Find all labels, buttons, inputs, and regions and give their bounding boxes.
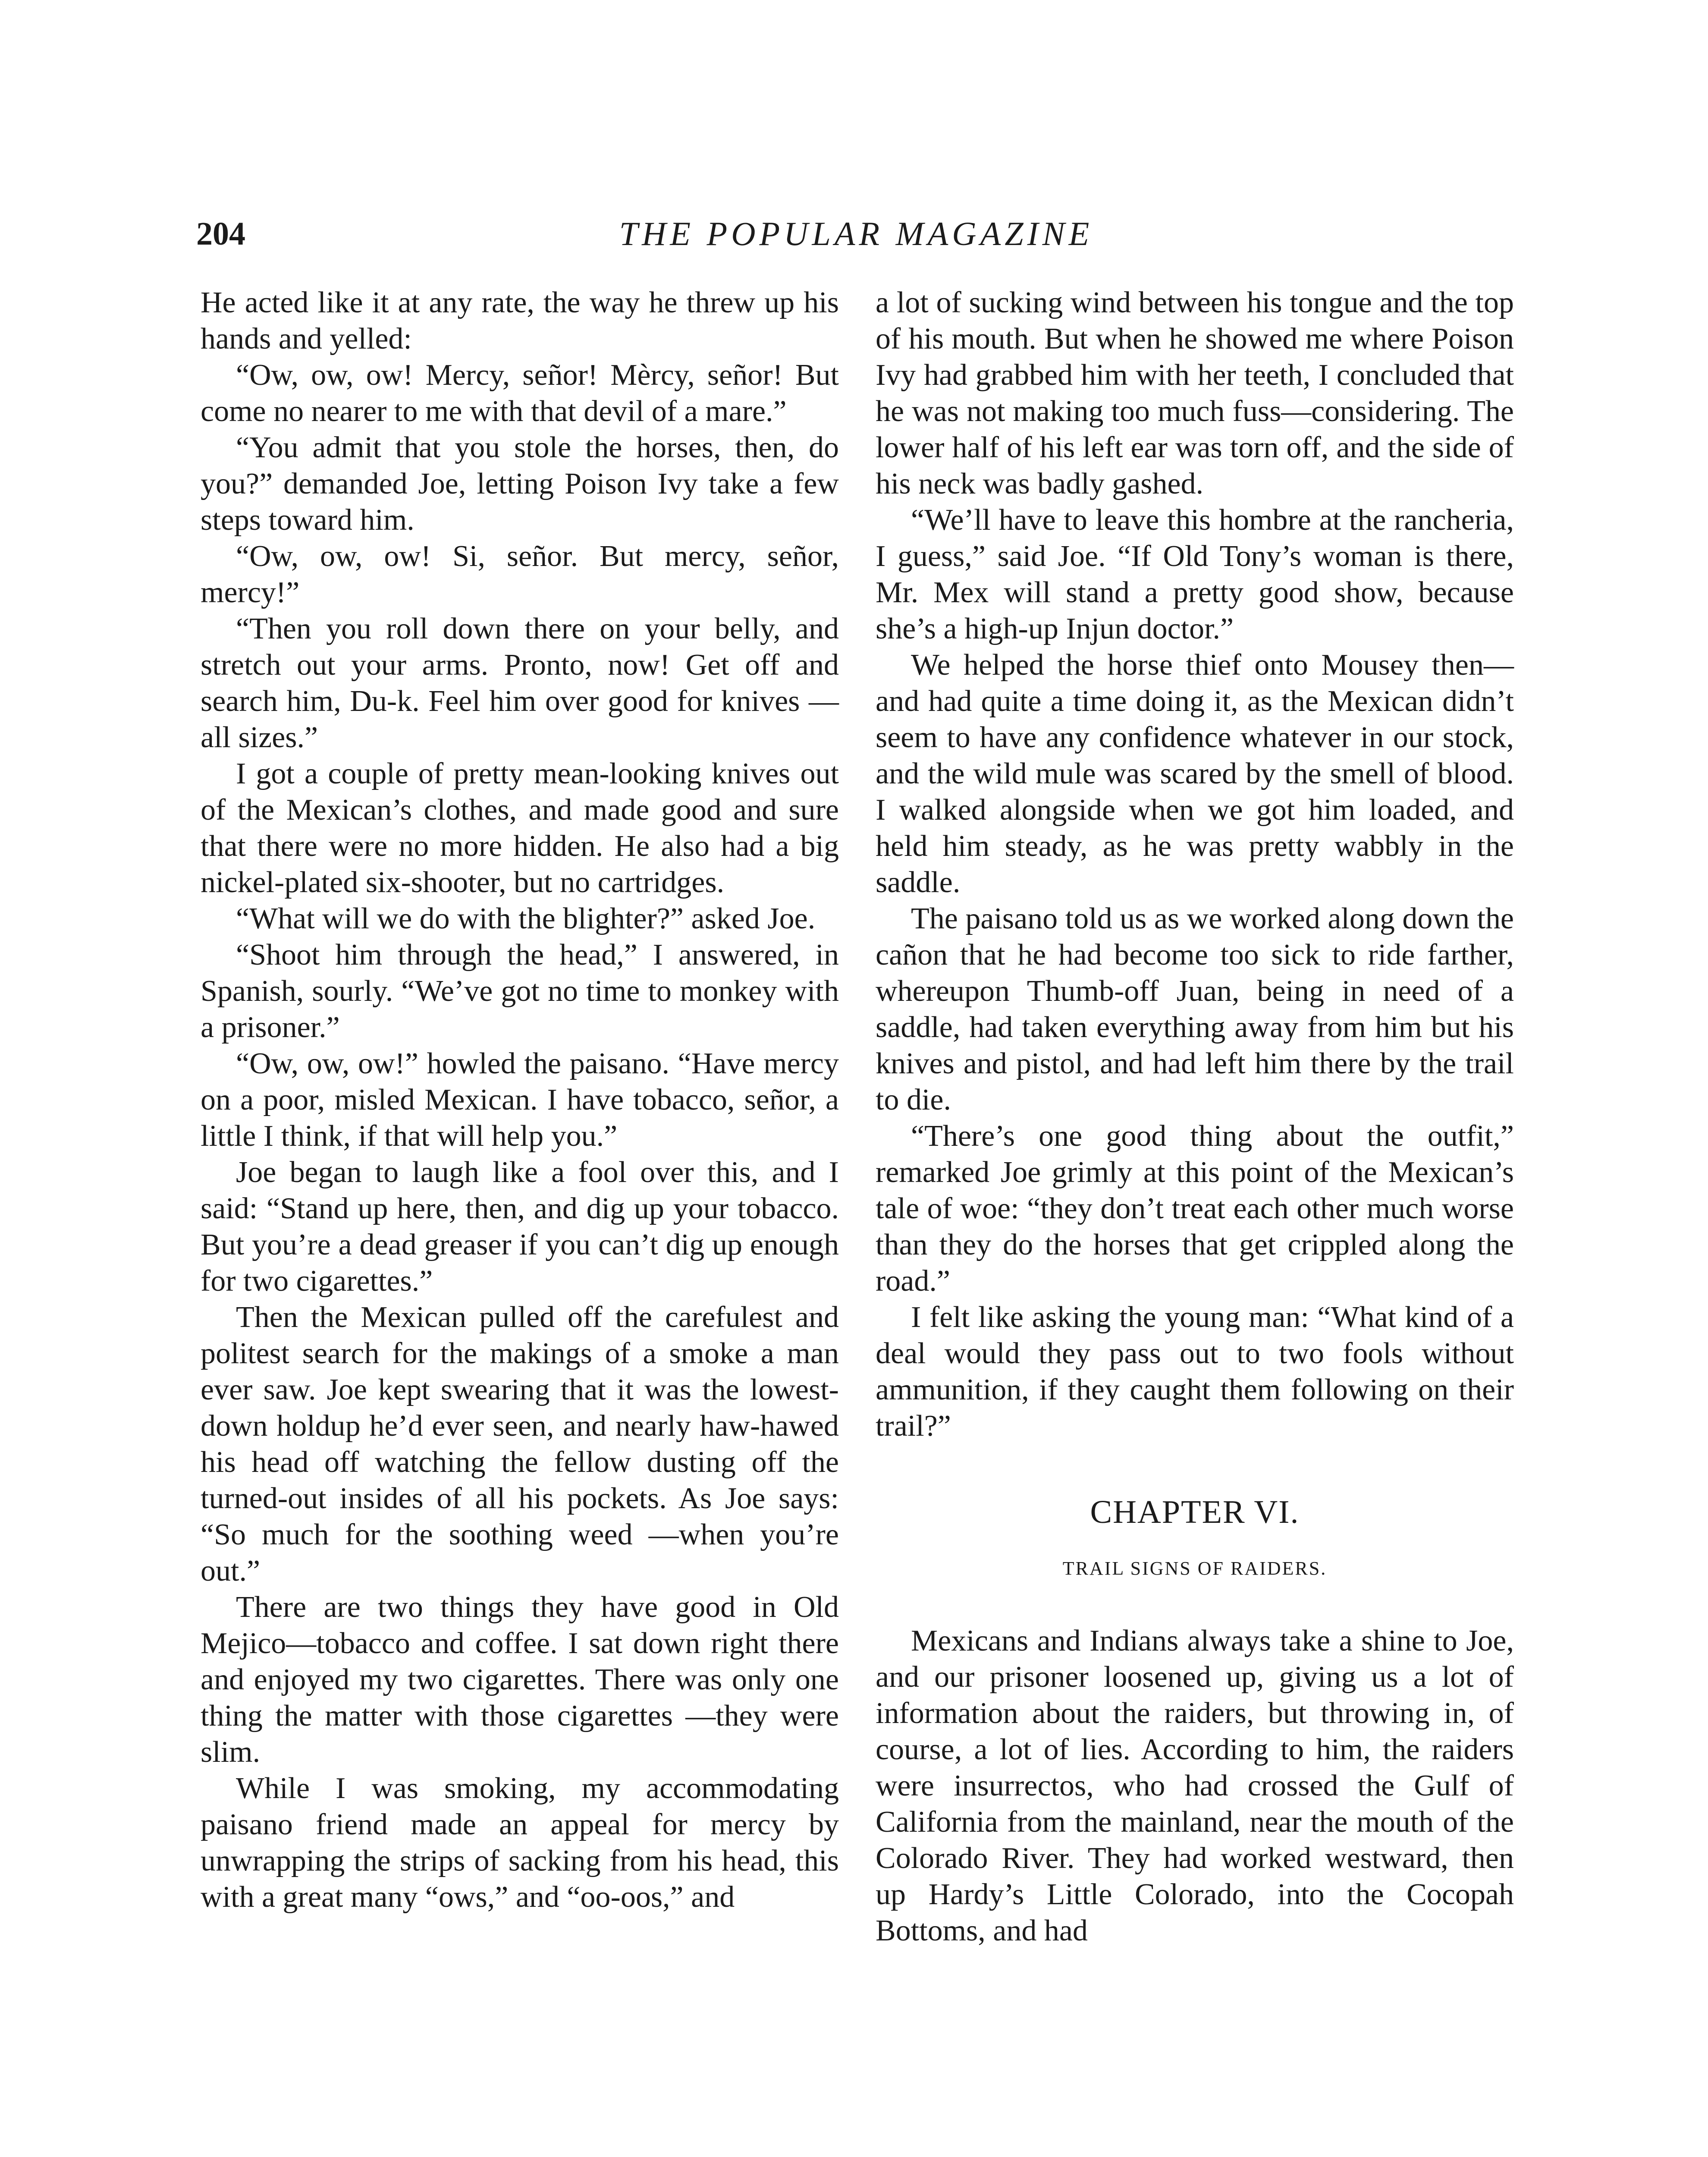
magazine-title: THE POPULAR MAGAZINE bbox=[619, 215, 1093, 252]
paragraph: Then the Mexican pulled off the carefulest and politest search for the makings of a smoke a man ever saw. Joe kept swearing that it was the lowest-down holdup he’d ever seen, and nearly haw-hawed his head off watching the fellow dusting off the turned-out insides of all his pockets. As Joe says: “So much for the soothing weed —when you’re out.” bbox=[201, 1301, 839, 1588]
paragraph: Joe began to laugh like a fool over this, and I said: “Stand up here, then, and dig up your tobacco. But you’re a dead greaser if you can’t dig up enough for two cigarettes.” bbox=[201, 1156, 839, 1298]
paragraph: “Then you roll down there on your belly, and stretch out your arms. Pronto, now! Get off and search him, Du-k. Feel him over good for knives —all sizes.” bbox=[201, 612, 839, 754]
paragraph: “Ow, ow, ow! Si, señor. But mercy, señor, mercy!” bbox=[201, 540, 839, 609]
paragraph: We helped the horse thief onto Mousey then—and had quite a time doing it, as the Mexican didn’t seem to have any confidence whatever in our stock, and the wild mule was scared by the smell of blood. I walked alongside when we got him loaded, and held him steady, as he was pretty wabbly in the saddle. bbox=[876, 648, 1514, 899]
paragraph: “You admit that you stole the horses, then, do you?” demanded Joe, letting Poison Ivy take a few steps toward him. bbox=[201, 431, 839, 537]
paragraph: a lot of sucking wind between his tongue and the top of his mouth. But when he showed me where Poison Ivy had grabbed him with her teeth, I concluded that he was not making too much fuss—considering. The lower half of his left ear was torn off, and the side of his neck was badly gashed. bbox=[876, 286, 1514, 500]
paragraph: “Shoot him through the head,” I answered, in Spanish, sourly. “We’ve got no time to monkey with a prisoner.” bbox=[201, 938, 839, 1044]
paragraph: Mexicans and Indians always take a shine to Joe, and our prisoner loosened up, giving us a lot of information about the raiders, but throwing in, of course, a lot of lies. According to him, the raiders were insurrectos, who had crossed the Gulf of California from the mainland, near the mouth of the Colorado River. They had worked westward, then up Hardy’s Little Colorado, into the Cocopah Bottoms, and had bbox=[876, 1624, 1514, 1947]
paragraph: “Ow, ow, ow!” howled the paisano. “Have mercy on a poor, misled Mexican. I have tobacco, señor, a little I think, if that will help you.” bbox=[201, 1047, 839, 1153]
paragraph: “Ow, ow, ow! Mercy, señor! Mèrcy, señor! But come no nearer to me with that devil of a mare.” bbox=[201, 358, 839, 428]
right-column bbox=[876, 285, 1514, 1949]
chapter-heading: CHAPTER VI. bbox=[1090, 1494, 1300, 1530]
paragraph: “We’ll have to leave this hombre at the rancheria, I guess,” said Joe. “If Old Tony’s woman is there, Mr. Mex will stand a pretty good show, because she’s a high-up Injun doctor.” bbox=[876, 503, 1514, 645]
paragraph: The paisano told us as we worked along down the cañon that he had become too sick to ride farther, whereupon Thumb-off Juan, being in need of a saddle, had taken everything away from him but his knives and pistol, and had left him there by the trail to die. bbox=[876, 902, 1514, 1116]
paragraph: “What will we do with the blighter?” asked Joe. bbox=[236, 902, 816, 935]
paragraph: I felt like asking the young man: “What kind of a deal would they pass out to two fools without ammunition, if they caught them following on their trail?” bbox=[876, 1301, 1514, 1443]
paragraph: While I was smoking, my accommodating paisano friend made an appeal for mercy by unwrapping the strips of sacking from his head, this with a great many “ows,” and “oo-oos,” and bbox=[201, 1772, 839, 1914]
paragraph: I got a couple of pretty mean-looking knives out of the Mexican’s clothes, and made good and sure that there were no more hidden. He also had a big nickel-plated six-shooter, but no cartridges. bbox=[201, 757, 839, 899]
left-column bbox=[201, 285, 839, 1915]
paragraph: There are two things they have good in Old Mejico—tobacco and coffee. I sat down right there and enjoyed my two cigarettes. There was only one thing the matter with those cigarettes —they were slim. bbox=[201, 1591, 839, 1769]
page-header bbox=[196, 212, 1516, 264]
paragraph: He acted like it at any rate, the way he threw up his hands and yelled: bbox=[201, 286, 839, 355]
chapter-subtitle: TRAIL SIGNS OF RAIDERS. bbox=[1062, 1558, 1327, 1579]
paragraph: “There’s one good thing about the outfit,” remarked Joe grimly at this point of the Mexican’s tale of woe: “they don’t treat each other much worse than they do the horses that get crippled along the road.” bbox=[876, 1119, 1514, 1298]
page-number: 204 bbox=[196, 216, 245, 252]
